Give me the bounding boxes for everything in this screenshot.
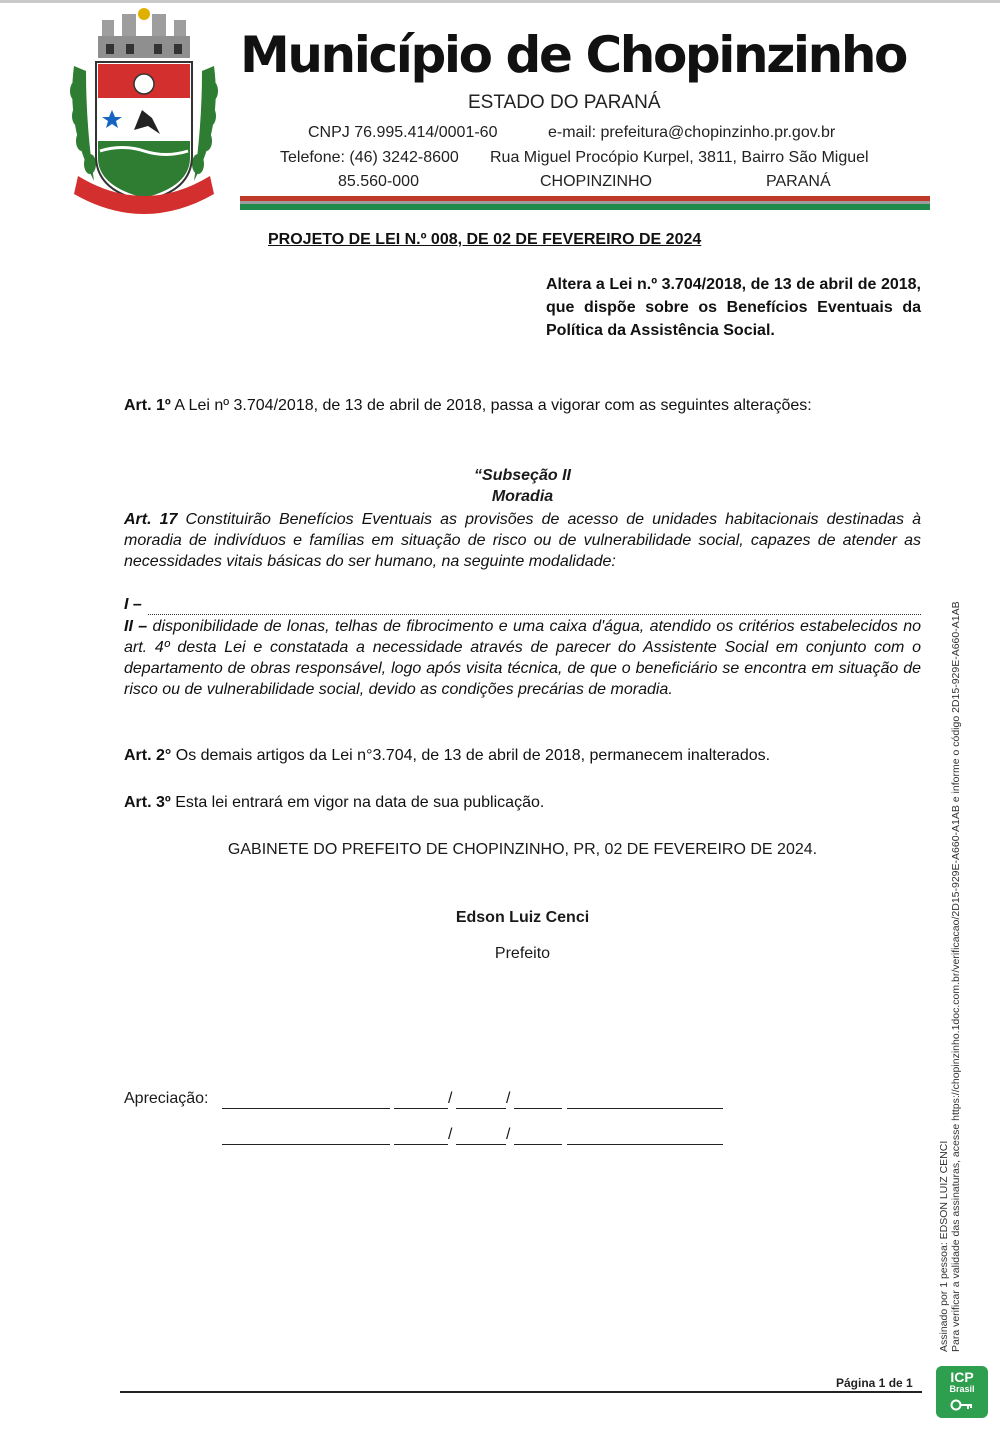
article-1-label: Art. 1º <box>124 397 171 414</box>
footer-rule <box>120 1391 922 1393</box>
header-band-green <box>240 204 930 210</box>
inciso-2-text: disponibilidade de lonas, telhas de fibrocimento e uma caixa d'água, atendido os critérios estabelecidos no art. 4º desta Lei e constatada a necessidade através de parecer do Assistente Social em conjunto com o departamento de obras responsável, logo após visita técnica, de que o beneficiário se encontra em situação de risco ou de vulnerabilidade social, devido as condições precárias de moradia. <box>124 618 922 698</box>
email: e-mail: prefeitura@chopinzinho.pr.gov.br <box>548 124 836 141</box>
article-2-label: Art. 2° <box>124 747 172 764</box>
subsection-label: “Subseção II <box>474 467 571 484</box>
appreciation-year-line <box>514 1144 562 1145</box>
inciso-2-label: II – <box>124 618 148 635</box>
subsection-title: Moradia <box>491 488 554 505</box>
appreciation-month-line <box>456 1144 506 1145</box>
postal-code: 85.560-000 <box>338 173 419 190</box>
signer-role: Prefeito <box>494 945 551 962</box>
article-2-text: Os demais artigos da Lei n°3.704, de 13 de abril de 2018, permanecem inalterados. <box>171 747 771 764</box>
article-17-label: Art. 17 <box>124 511 178 528</box>
appreciation-day-line <box>394 1108 448 1109</box>
page-number: Página 1 de 1 <box>836 1376 913 1390</box>
appreciation-day-line <box>394 1144 448 1145</box>
appreciation-line <box>222 1144 390 1145</box>
address: Rua Miguel Procópio Kurpel, 3811, Bairro São Miguel <box>490 149 869 166</box>
seal-text-icp: ICP <box>950 1369 974 1385</box>
state-abbrev: PARANÁ <box>766 173 831 190</box>
icp-brasil-seal-icon <box>936 1366 988 1418</box>
top-border <box>0 0 1000 3</box>
inciso-1-label: I – <box>124 596 142 613</box>
article-3-label: Art. 3º <box>124 794 171 811</box>
date-separator: / <box>448 1090 453 1107</box>
inciso-1-dotted-leader <box>148 600 921 615</box>
article-3 <box>124 792 921 814</box>
date-separator: / <box>448 1126 453 1143</box>
stamp-signed-by: Assinado por 1 pessoa: EDSON LUIZ CENCI <box>938 1140 950 1352</box>
inciso-2 <box>124 616 921 700</box>
article-1-text: A Lei nº 3.704/2018, de 13 de abril de 2018, passa a vigorar com as seguintes alterações: <box>170 397 812 414</box>
date-separator: / <box>506 1090 511 1107</box>
appreciation-line <box>222 1108 390 1109</box>
article-17 <box>124 509 921 572</box>
article-17-text: Constituirão Benefícios Eventuais as provisões de acesso de unidades habitacionais destinadas à moradia de indivíduos e famílias em situação de risco ou de vulnerabilidade social, capazes de atender as necessidades vitais básicas do ser humano, na seguinte modalidade: <box>124 511 922 570</box>
stamp-verification-url: Para verificar a validade das assinaturas, acesse https://chopinzinho.1doc.com.br/verificacao/2D15-929E-A660-A1AB e informe o código 2D15-929E-A660-A1AB <box>950 601 962 1352</box>
cnpj: CNPJ 76.995.414/0001-60 <box>308 124 498 141</box>
appreciation-label: Apreciação: <box>124 1090 209 1107</box>
ementa: Altera a Lei n.º 3.704/2018, de 13 de abril de 2018, que dispõe sobre os Benefícios Eventuais da Política da Assistência Social. <box>546 276 921 339</box>
bill-title: PROJETO DE LEI N.º 008, DE 02 DE FEVEREIRO DE 2024 <box>268 231 702 248</box>
signature-verification-stamp <box>938 432 962 1352</box>
article-3-text: Esta lei entrará em vigor na data de sua publicação. <box>170 794 545 811</box>
coat-of-arms-logo <box>64 6 224 218</box>
municipality-title: Município de Chopinzinho <box>240 26 907 84</box>
signer-name: Edson Luiz Cenci <box>455 909 590 926</box>
date-separator: / <box>506 1126 511 1143</box>
article-1 <box>124 390 921 421</box>
appreciation-year-line <box>514 1108 562 1109</box>
seal-text-brasil: Brasil <box>949 1384 975 1394</box>
closing-line: GABINETE DO PREFEITO DE CHOPINZINHO, PR, 02 DE FEVEREIRO DE 2024. <box>227 841 818 858</box>
appreciation-line <box>567 1108 723 1109</box>
appreciation-month-line <box>456 1108 506 1109</box>
inciso-1 <box>124 594 921 615</box>
phone: Telefone: (46) 3242-8600 <box>280 149 459 166</box>
state-name: ESTADO DO PARANÁ <box>468 92 661 113</box>
city: CHOPINZINHO <box>540 173 652 190</box>
quoted-subsection-heading <box>124 465 921 507</box>
key-icon <box>950 1397 974 1413</box>
appreciation-line <box>567 1144 723 1145</box>
article-2 <box>124 745 921 767</box>
